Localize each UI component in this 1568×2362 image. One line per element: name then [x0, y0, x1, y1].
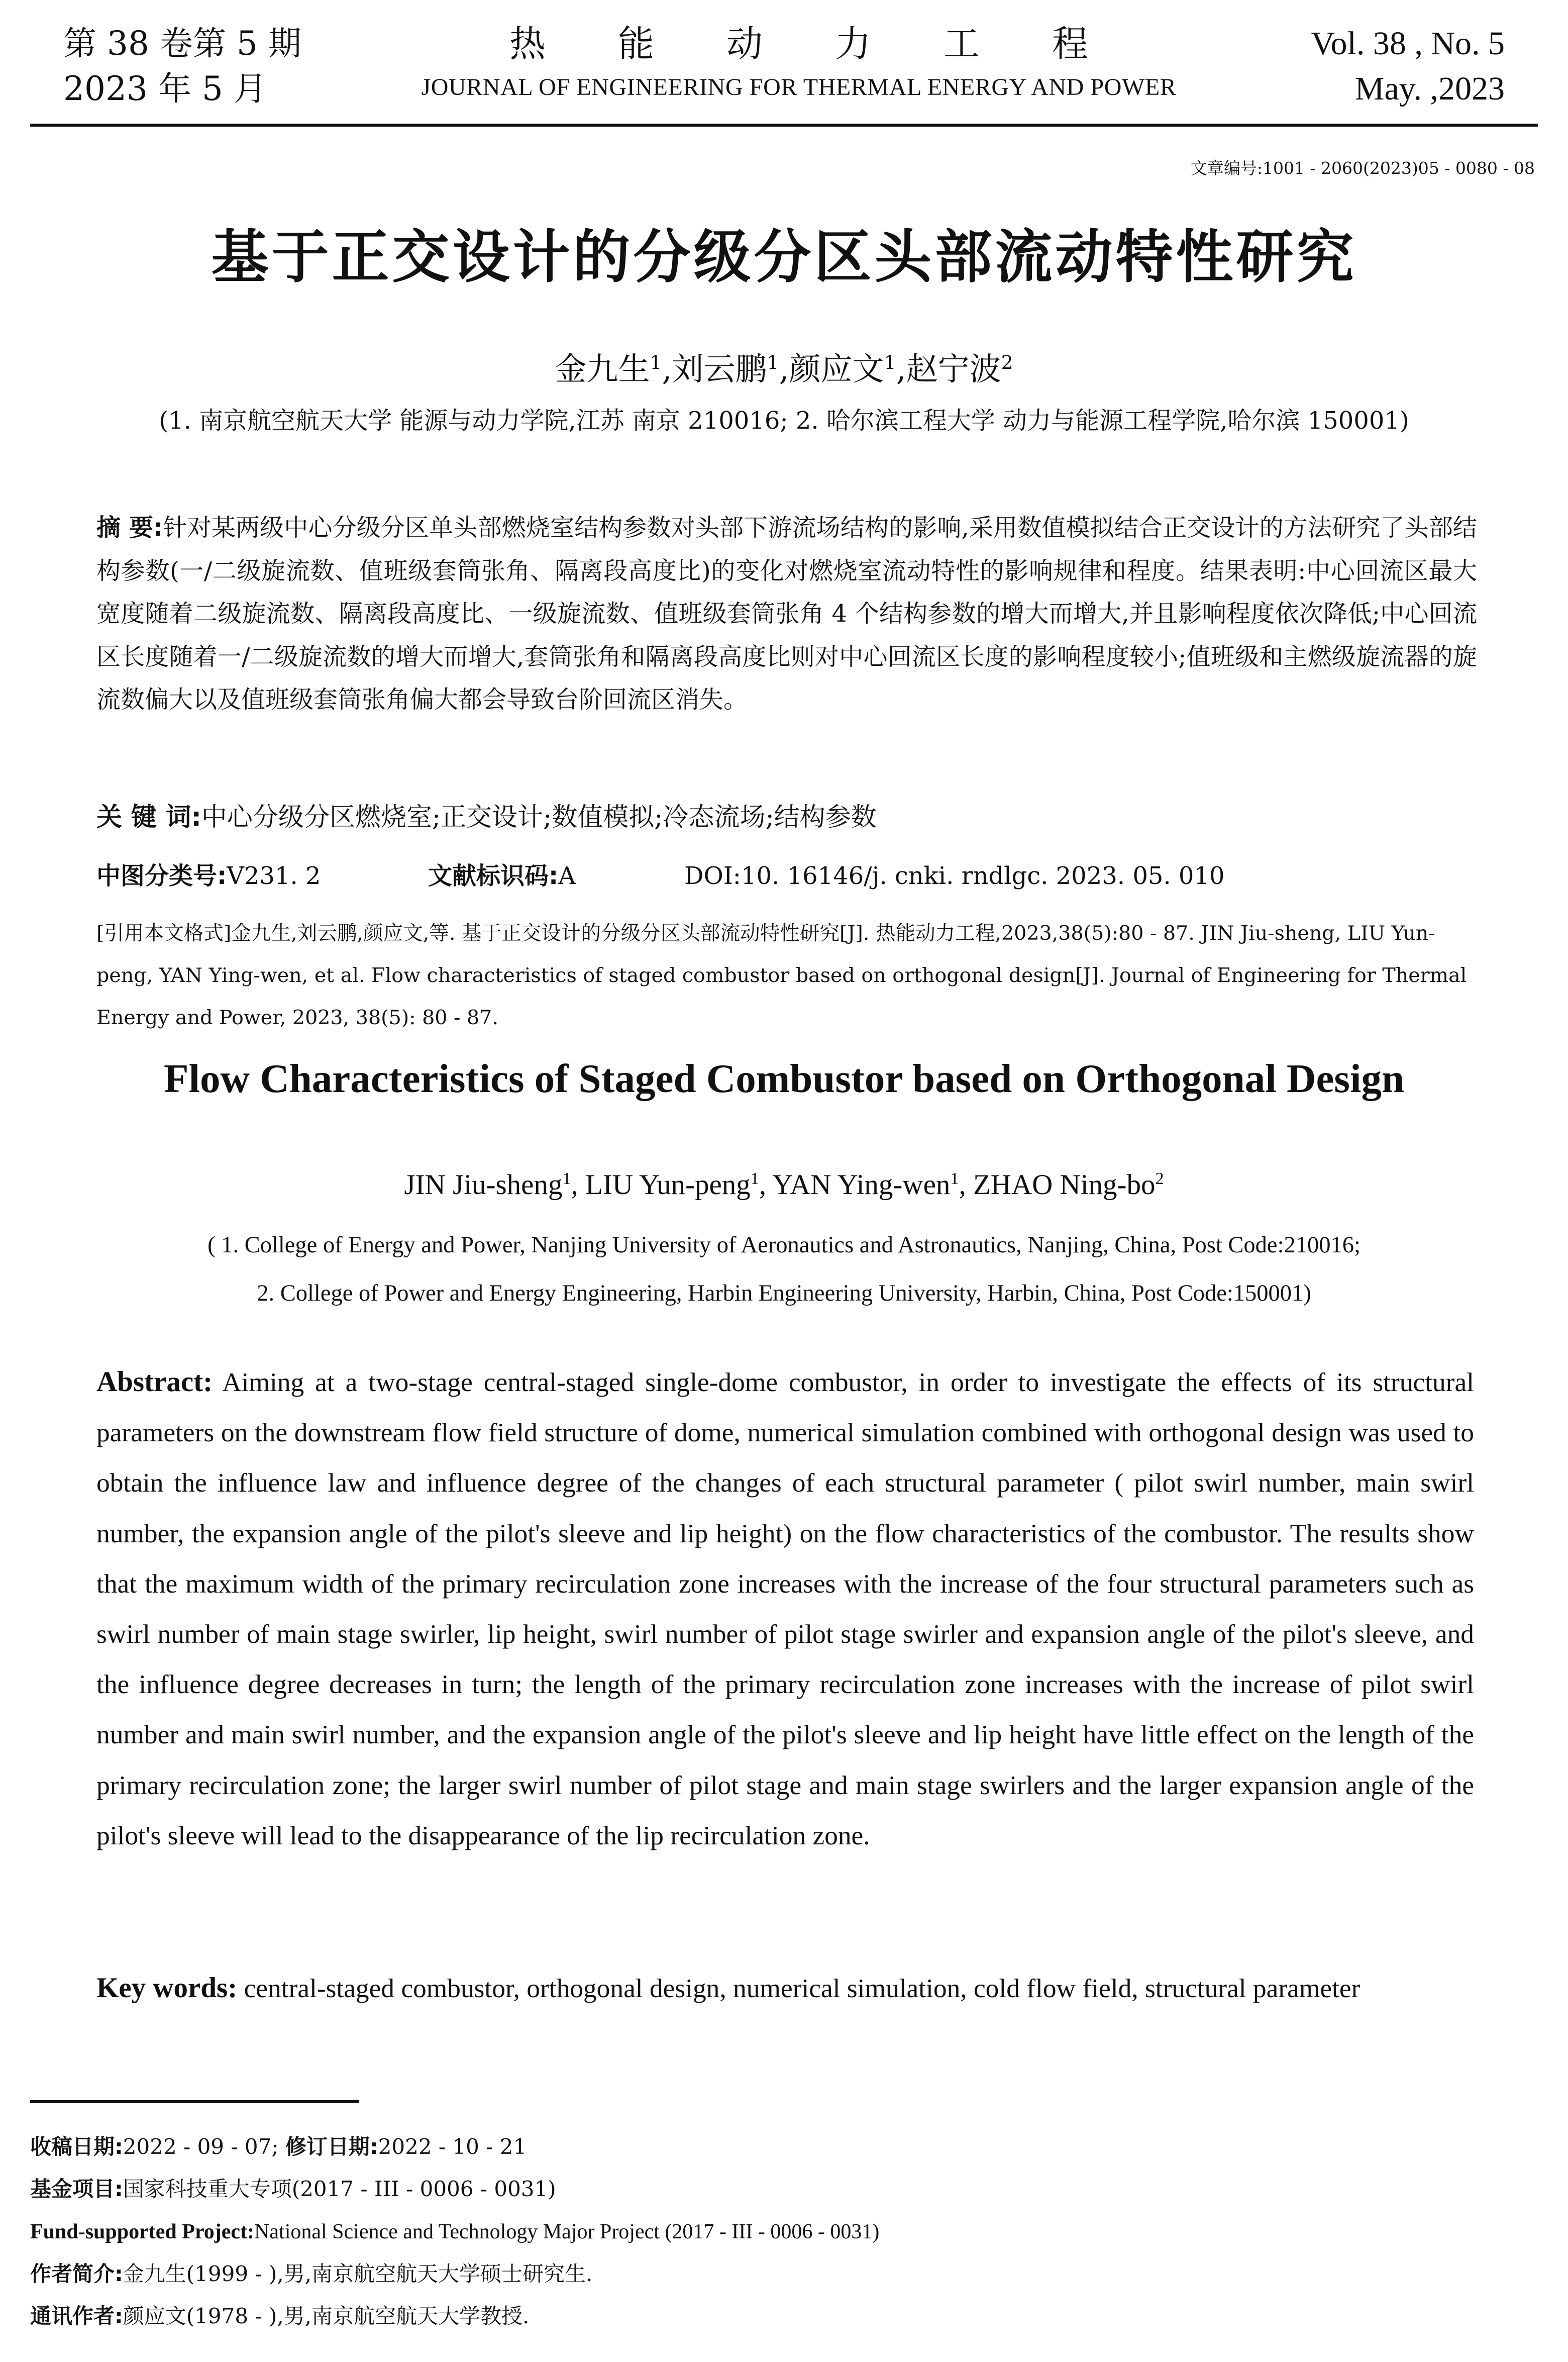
doc-value: A — [558, 862, 576, 890]
clc-code — [96, 856, 428, 891]
affiliation-en-line1: ( 1. College of Energy and Power, Nanjing University of Aeronautics and Astronautics, Nanjing, China, Post Code:210016; — [207, 1232, 1361, 1258]
footnote-fund-cn — [30, 2168, 879, 2210]
keywords-en — [96, 1963, 1474, 2013]
author-en: JIN Jiu-sheng — [404, 1169, 563, 1201]
author-sup: 1 — [950, 1169, 959, 1188]
article-number: 文章编号:1001 - 2060(2023)05 - 0080 - 08 — [1190, 158, 1535, 178]
received-label: 收稿日期: — [30, 2134, 123, 2159]
author-sup: 1 — [750, 1169, 759, 1188]
author-cn: 刘云鹏 — [672, 351, 767, 387]
author-en: ZHAO Ning-bo — [973, 1169, 1156, 1201]
revised-value: 2022 - 10 - 21 — [378, 2134, 527, 2159]
footnote-dates — [30, 2126, 879, 2168]
author-cn: 颜应文 — [789, 351, 884, 387]
abstract-cn-text: 针对某两级中心分级分区单头部燃烧室结构参数对头部下游流场结构的影响,采用数值模拟结合正交设计的方法研究了头部结构参数(一/二级旋流数、值班级套筒张角、隔离段高度比)的变化对燃烧室流动特性的影响规律和程度。结果表明:中心回流区最大宽度随着二级旋流数、隔离段高度比、一级旋流数、值班级套筒张角 4 个结构参数的增大而增大,并且影响程度依次降低;中心回流区长度随着一/二级旋流数的增大而增大,套筒张角和隔离段高度比则对中心回流区长度的影响程度较小;值班级和主燃级旋流器的旋流数偏大以及值班级套筒张角偏大都会导致台阶回流区消失。 — [96, 514, 1477, 714]
fund-en-label: Fund-supported Project: — [30, 2220, 255, 2243]
author-sup: 2 — [1001, 351, 1013, 373]
author-cn: 赵宁波 — [906, 351, 1001, 387]
author-en: LIU Yun-peng — [585, 1169, 751, 1201]
keywords-en-text: central-staged combustor, orthogonal design, numerical simulation, cold flow field, structural parameter — [244, 1973, 1361, 2003]
citation — [96, 912, 1477, 1039]
doc-code — [428, 856, 684, 891]
classification-row — [96, 856, 1225, 891]
received-value: 2022 - 09 - 07; — [123, 2134, 279, 2159]
citation-label: [引用本文格式] — [96, 922, 232, 945]
footnotes — [30, 2126, 879, 2337]
author-sup: 1 — [650, 351, 662, 373]
corresponding-label: 通讯作者: — [30, 2304, 123, 2328]
affiliation-cn: (1. 南京航空航天大学 能源与动力学院,江苏 南京 210016; 2. 哈尔滨工程大学 动力与能源工程学院,哈尔滨 150001) — [159, 407, 1409, 435]
footnote-corresponding — [30, 2295, 879, 2337]
footnote-fund-en — [30, 2210, 879, 2253]
author-en: YAN Ying-wen — [772, 1169, 951, 1201]
author-sup: 1 — [767, 351, 779, 373]
author-bio-label: 作者简介: — [30, 2261, 123, 2286]
clc-value: V231. 2 — [227, 862, 321, 890]
citation-text: 金九生,刘云鹏,颜应文,等. 基于正交设计的分级分区头部流动特性研究[J]. 热能动力工程,2023,38(5):80 - 87. JIN Jiu-sheng, LIU Yun-peng, YAN Ying-wen, et al. Flow characteristics of staged combustor based on orthogonal design[J]. Journal of Engineering for Thermal Energy and Power, 2023, 38(5): 80 - 87. — [96, 922, 1467, 1029]
authors-cn: 金九生$^1$,刘云鹏$^1$,颜应文$^1$,赵宁波$^2$ — [555, 351, 1013, 387]
journal-name — [377, 21, 1221, 109]
abstract-cn — [96, 507, 1477, 722]
fund-en-value: National Science and Technology Major Project (2017 - III - 0006 - 0031) — [254, 2220, 880, 2243]
author-bio-value: 金九生(1999 - ),男,南京航空航天大学硕士研究生. — [123, 2261, 593, 2286]
keywords-en-label: Key words: — [96, 1972, 238, 2004]
author-cn: 金九生 — [555, 351, 650, 387]
header-rule — [30, 124, 1538, 127]
author-sup: 1 — [562, 1169, 571, 1188]
fund-cn-value: 国家科技重大专项(2017 - III - 0006 - 0031) — [123, 2177, 556, 2201]
author-sup: 2 — [1155, 1169, 1164, 1188]
journal-name-en: JOURNAL OF ENGINEERING FOR THERMAL ENERGY AND POWER — [421, 74, 1177, 101]
footnote-rule — [30, 2100, 359, 2103]
keywords-cn-text: 中心分级分区燃烧室;正交设计;数值模拟;冷态流场;结构参数 — [201, 803, 877, 832]
doc-label: 文献标识码: — [428, 862, 559, 890]
abstract-en-label: Abstract: — [96, 1366, 213, 1398]
abstract-cn-label: 摘 要: — [96, 514, 163, 542]
journal-name-cn: 热能动力工程 — [509, 23, 1161, 65]
revised-label: 修订日期: — [285, 2134, 378, 2159]
issue-info — [63, 21, 301, 112]
title-en: Flow Characteristics of Staged Combustor based on Orthogonal Design — [164, 1056, 1404, 1101]
issue-info-en — [1311, 21, 1505, 112]
doi: DOI:10. 16146/j. cnki. rndlgc. 2023. 05. 010 — [684, 862, 1225, 890]
affiliation-en-line2: 2. College of Power and Energy Engineering, Harbin Engineering University, Harbin, China, Post Code:150001) — [257, 1281, 1311, 1306]
abstract-en — [96, 1357, 1474, 1860]
author-sup: 1 — [884, 351, 896, 373]
abstract-en-text: Aiming at a two-stage central-staged single-dome combustor, in order to investigate the effects of its structural parameters on the downstream flow field structure of dome, numerical simulation combined with orthogonal design was used to obtain the influence law and influence degree of the changes of each structural parameter ( pilot swirl number, main swirl number, the expansion angle of the pilot's sleeve and lip height) on the flow characteristics of the combustor. The results show that the maximum width of the primary recirculation zone increases with the increase of the four structural parameters such as swirl number of main stage swirler, lip height, swirl number of pilot stage swirler and expansion angle of the pilot's sleeve, and the influence degree decreases in turn; the length of the primary recirculation zone increases with the increase of pilot swirl number and main swirl number, and the expansion angle of the pilot's sleeve and lip height have little effect on the length of the primary recirculation zone; the larger swirl number of pilot stage and main stage swirlers and the larger expansion angle of the pilot's sleeve will lead to the disappearance of the lip recirculation zone. — [96, 1367, 1474, 1850]
footnote-author — [30, 2253, 879, 2295]
fund-cn-label: 基金项目: — [30, 2177, 123, 2201]
date-en: May. ,2023 — [1354, 70, 1505, 107]
clc-label: 中图分类号: — [96, 862, 227, 890]
corresponding-value: 颜应文(1978 - ),男,南京航空航天大学教授. — [123, 2304, 530, 2328]
authors-en: JIN Jiu-sheng$^1$, LIU Yun-peng$^1$, YAN Ying-wen$^1$, ZHAO Ning-$bo^2$ — [404, 1169, 1164, 1201]
title-cn: 基于正交设计的分级分区头部流动特性研究 — [211, 224, 1357, 290]
keywords-cn — [96, 796, 877, 833]
affiliation-en — [0, 1221, 1568, 1318]
volume-issue-cn: 第 38 卷第 5 期 — [63, 24, 301, 63]
volume-issue-en: Vol. 38 , No. 5 — [1311, 25, 1505, 62]
date-cn: 2023 年 5 月 — [63, 69, 267, 108]
keywords-cn-label: 关 键 词: — [96, 803, 201, 832]
